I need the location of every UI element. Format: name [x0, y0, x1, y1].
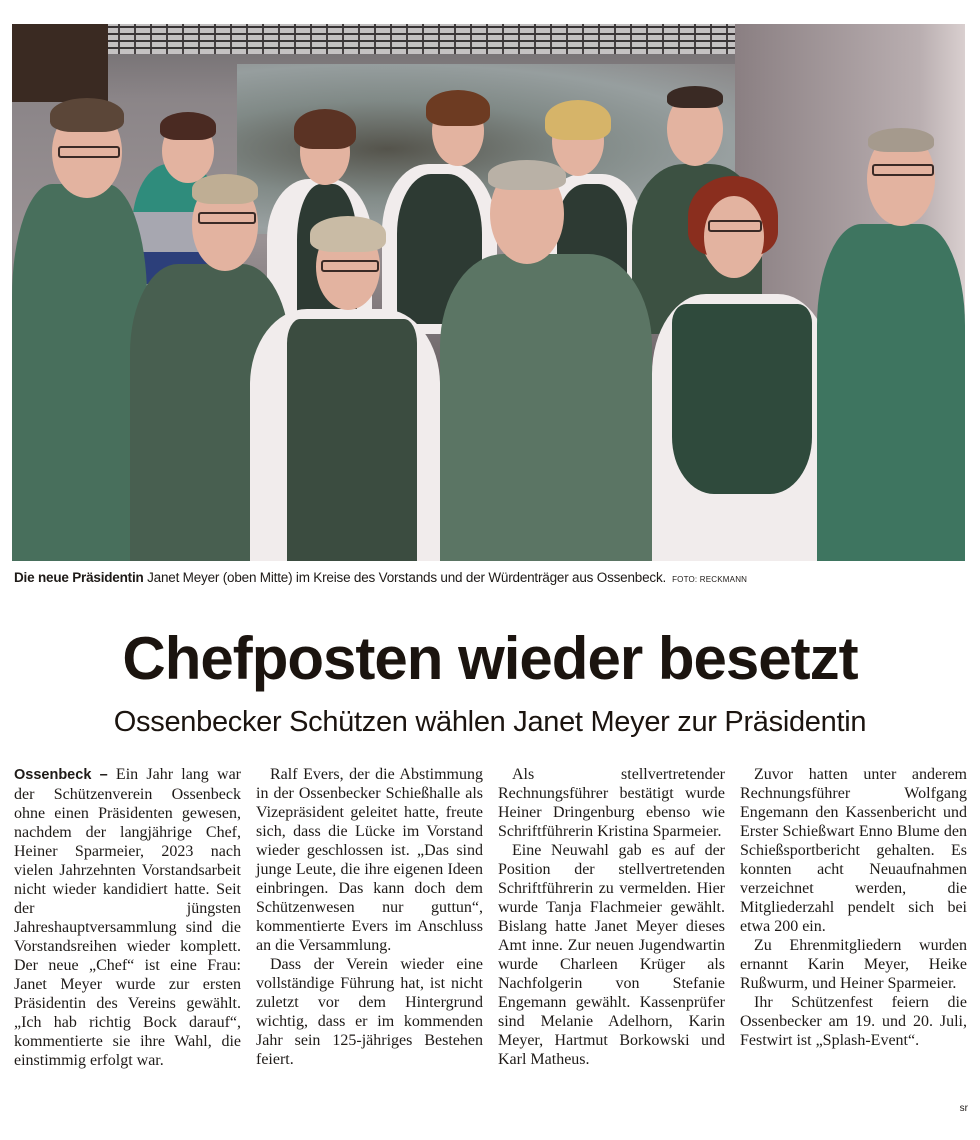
ceiling-panel: [72, 24, 772, 54]
person-hair: [192, 174, 258, 204]
person-hair: [310, 216, 386, 252]
person: [440, 254, 652, 561]
person: [817, 224, 965, 561]
person-hair: [50, 98, 124, 132]
article-paragraph: Als stellvertretender Rechnungsführer bestätigt wurde Heiner Dringenburg ebenso wie Schriftführerin Kristina Sparmeier.: [498, 766, 725, 840]
glasses: [321, 260, 379, 272]
article-column-1: [14, 765, 241, 1070]
headline: Chefposten wieder besetzt: [122, 625, 858, 692]
person-hair: [426, 90, 490, 126]
dateline: Ossenbeck –: [14, 767, 108, 783]
person-hair: [868, 128, 934, 152]
caption-lead: Die neue Präsidentin: [14, 570, 144, 585]
article-body: [14, 765, 966, 1125]
article-paragraph: Zu Ehrenmitgliedern wurden ernannt Karin Meyer, Heike Rußwurm, und Heiner Sparmeier.: [740, 937, 967, 992]
photo-credit: FOTO: RECKMANN: [672, 575, 748, 584]
glasses: [872, 164, 934, 176]
article-column-2: [256, 765, 483, 1069]
article-column-3: [498, 765, 725, 1069]
group-photo: [12, 24, 965, 561]
article-paragraph: Zuvor hatten unter anderem Rechnungsführer Wolfgang Engemann den Kassenbericht und Erster Schießwart Enno Blume den Schießsportbericht gehalten. Es konnten acht Neuaufnahmen verzeichnet werden, die Mitgliederzahl pendelt sich bei etwa 200 ein.: [740, 766, 967, 935]
caption-text: Janet Meyer (oben Mitte) im Kreise des Vorstands und der Würdenträger aus Ossenbeck.: [143, 570, 667, 585]
wooden-beam: [12, 24, 108, 102]
person-hair: [545, 100, 611, 140]
article-column-4: [740, 765, 967, 1050]
person-hair: [160, 112, 216, 140]
author-initials: sr: [959, 1103, 968, 1114]
article-paragraph: Ihr Schützenfest feiern die Ossenbecker am 19. und 20. Juli, Festwirt ist „Splash-Event“.: [740, 994, 967, 1049]
article-paragraph: Dass der Verein wieder eine vollständige Führung hat, ist nicht zuletzt vor dem Hintergrund wichtig, dass er im kommenden Jahr sein 125-jähriges Bestehen feiert.: [256, 956, 483, 1068]
subheadline: Ossenbecker Schützen wählen Janet Meyer zur Präsidentin: [113, 706, 867, 738]
article-paragraph: Ralf Evers, der die Abstimmung in der Ossenbecker Schießhalle als Vizepräsident geleitet hatte, freute sich, dass die Lücke im Vorstand wieder geschlossen ist. „Das sind junge Leute, die ihre eigenen Ideen einbringen. Das kann doch dem Schützenwesen nur guttun“, kommentierte Evers im Anschluss an die Versammlung.: [256, 766, 483, 954]
person-hair: [488, 160, 566, 190]
person: [287, 319, 417, 561]
article-paragraph: [14, 765, 241, 1070]
person-hair: [294, 109, 356, 149]
person: [672, 304, 812, 494]
glasses: [198, 212, 256, 224]
person-head: [704, 196, 764, 278]
glasses: [708, 220, 762, 232]
person-hair: [667, 86, 723, 108]
photo-caption: [14, 570, 974, 585]
article-paragraph: Eine Neuwahl gab es auf der Position der stellvertretenden Schriftführerin zu vermelden. Hier wurde Tanja Flachmeier gewählt. Bislang hatte Janet Meyer dieses Amt inne. Zur neuen Jugendwartin wurde Charleen Krüger als Nachfolgerin von Stefanie Engemann gewählt. Kassenprüfer sind Melanie Adelhorn, Karin Meyer, Hartmut Borkowski und Karl Matheus.: [498, 842, 725, 1068]
glasses: [58, 146, 120, 158]
paragraph-text: Ein Jahr lang war der Schützenverein Ossenbeck ohne einen Präsidenten gewesen, nachdem der langjährige Chef, Heiner Sparmeier, 2023 nach vielen Jahrzehnten Vorstandsarbeit nicht wieder kandidiert hatte. Seit der jüngsten Jahreshauptversammlung sind die Vorstandsreihen wieder komplett. Der neue „Chef“ ist eine Frau: Janet Meyer wurde zur ersten Präsidentin des Vereins gewählt. „Ich hab richtig Bock darauf“, kommentierte sie ihre Wahl, die einstimmig erfolgt war.: [14, 766, 241, 1069]
person: [12, 184, 147, 561]
